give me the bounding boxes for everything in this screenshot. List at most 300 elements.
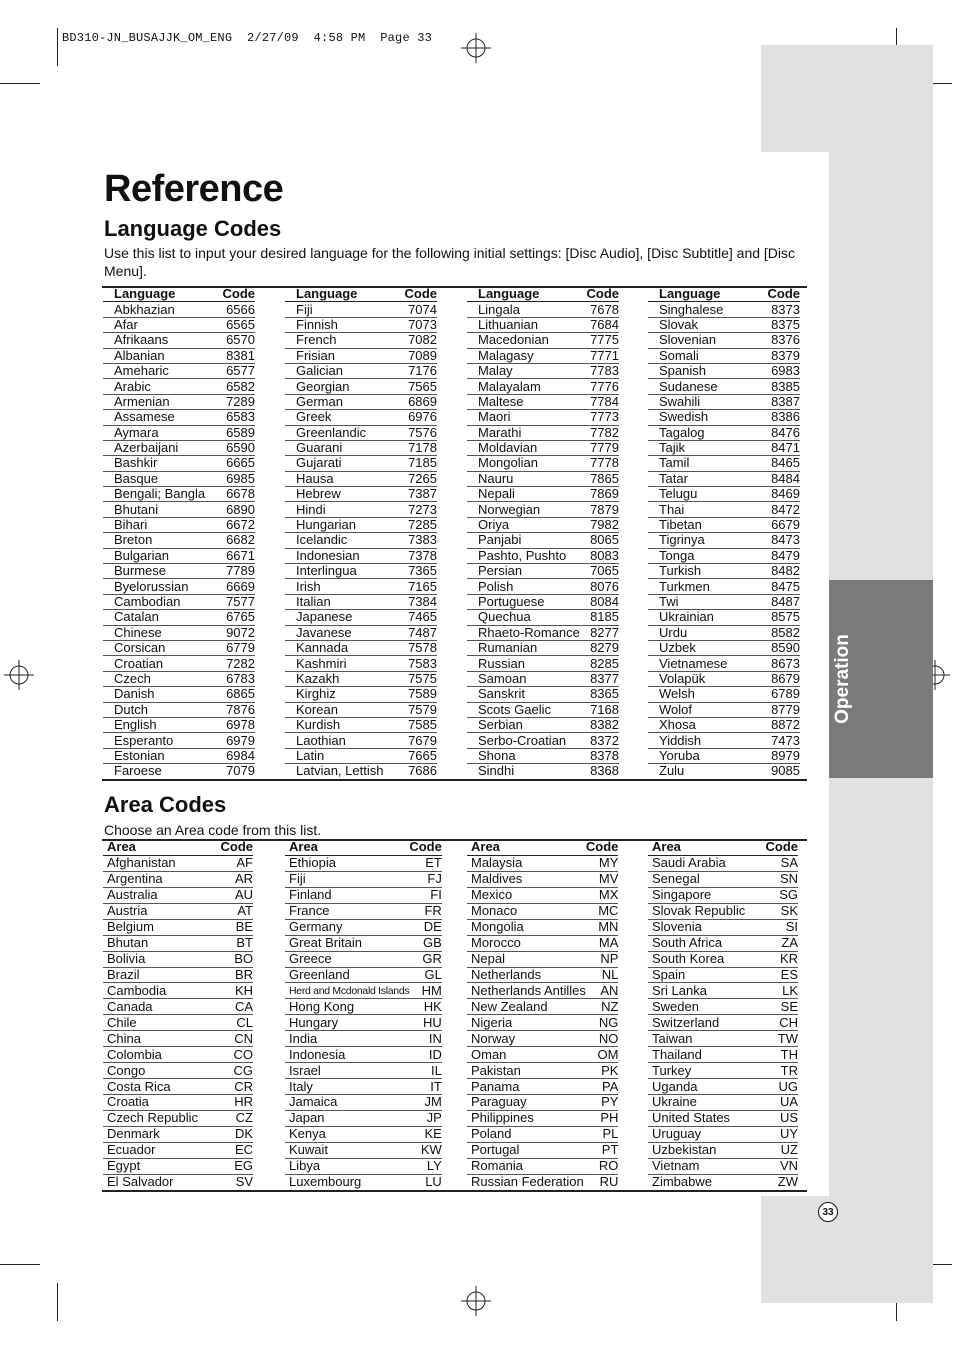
table-row	[103, 564, 255, 579]
language-code: 6583	[218, 410, 255, 425]
area-name: Vietnam	[648, 1158, 760, 1174]
language-name: Russian	[467, 656, 585, 671]
language-name: Bhutani	[103, 502, 218, 517]
language-name: Volapük	[648, 671, 756, 686]
column-header: Code	[399, 287, 437, 302]
language-code: 7778	[585, 456, 619, 471]
area-column	[103, 840, 253, 1191]
language-column	[467, 287, 619, 780]
table-row	[285, 348, 437, 363]
language-code: 7678	[585, 302, 619, 317]
language-name: Azerbaijani	[103, 440, 218, 455]
language-name: Gujarati	[285, 456, 399, 471]
language-name: Slovak	[648, 317, 756, 332]
table-row	[467, 935, 618, 951]
language-name: Finnish	[285, 317, 399, 332]
area-code: CL	[215, 1015, 253, 1031]
language-code: 7775	[585, 333, 619, 348]
area-name: Afghanistan	[103, 855, 215, 871]
language-code: 8379	[756, 348, 800, 363]
language-name: Spanish	[648, 363, 756, 378]
side-band	[761, 1196, 933, 1303]
table-row	[285, 717, 437, 732]
language-name: Chinese	[103, 625, 218, 640]
table-row	[285, 625, 437, 640]
table-row	[103, 456, 255, 471]
area-code: UZ	[760, 1142, 798, 1158]
language-code: 7176	[399, 363, 437, 378]
language-code: 7178	[399, 440, 437, 455]
language-name: Shona	[467, 748, 585, 763]
language-code: 8487	[756, 594, 800, 609]
area-code: NP	[586, 951, 619, 967]
language-name: Basque	[103, 471, 218, 486]
table-row	[285, 394, 437, 409]
language-code: 6582	[218, 379, 255, 394]
table-row	[103, 887, 253, 903]
table-row	[285, 1126, 442, 1142]
language-code: 7383	[399, 533, 437, 548]
table-row	[648, 363, 800, 378]
language-code: 7876	[218, 702, 255, 717]
language-name: Ameharic	[103, 363, 218, 378]
table-row	[648, 1031, 798, 1047]
area-code: MY	[586, 855, 619, 871]
table-row	[103, 394, 255, 409]
language-code: 7079	[218, 764, 255, 779]
language-code: 7589	[399, 687, 437, 702]
language-name: Laothian	[285, 733, 399, 748]
language-column	[648, 287, 800, 780]
table-row	[467, 610, 619, 625]
table-row	[467, 887, 618, 903]
table-row	[467, 702, 619, 717]
area-name: Sri Lanka	[648, 983, 760, 999]
area-name: Hong Kong	[285, 999, 409, 1015]
language-name: Vietnamese	[648, 656, 756, 671]
language-name: Greenlandic	[285, 425, 399, 440]
area-name: Israel	[285, 1063, 409, 1079]
table-row	[103, 1095, 253, 1111]
area-code: FI	[409, 887, 442, 903]
language-code: 6869	[399, 394, 437, 409]
table-row	[648, 717, 800, 732]
language-name: Sudanese	[648, 379, 756, 394]
table-row	[648, 687, 800, 702]
area-name: China	[103, 1031, 215, 1047]
table-row	[648, 919, 798, 935]
table-row	[285, 935, 442, 951]
area-code: NL	[586, 967, 619, 983]
area-name: Slovak Republic	[648, 903, 760, 919]
area-code: BR	[215, 967, 253, 983]
area-code: BE	[215, 919, 253, 935]
table-row	[285, 903, 442, 919]
language-name: Galician	[285, 363, 399, 378]
table-row	[648, 394, 800, 409]
area-code: EC	[215, 1142, 253, 1158]
area-code: UA	[760, 1095, 798, 1111]
table-row	[648, 1110, 798, 1126]
table-row	[285, 548, 437, 563]
area-name: Brazil	[103, 967, 215, 983]
language-code: 8378	[585, 748, 619, 763]
table-row	[103, 579, 255, 594]
area-name: United States	[648, 1110, 760, 1126]
column-header: Code	[756, 287, 800, 302]
language-code: 7773	[585, 410, 619, 425]
table-row	[467, 717, 619, 732]
area-code: MN	[586, 919, 619, 935]
table-row	[648, 456, 800, 471]
table-row	[103, 702, 255, 717]
area-name: Russian Federation	[467, 1174, 586, 1190]
table-row	[103, 471, 255, 486]
table-row	[467, 502, 619, 517]
area-code: KR	[760, 951, 798, 967]
table-row	[648, 935, 798, 951]
column-header: Area	[285, 840, 409, 855]
language-name: Armenian	[103, 394, 218, 409]
language-name: Latvian, Lettish	[285, 764, 399, 779]
area-code: IN	[409, 1031, 442, 1047]
table-row	[467, 1095, 618, 1111]
area-name: Maldives	[467, 871, 586, 887]
table-row	[103, 733, 255, 748]
table-row	[285, 471, 437, 486]
area-code: TR	[760, 1063, 798, 1079]
table-row	[285, 564, 437, 579]
table-row	[285, 533, 437, 548]
area-code: PA	[586, 1079, 619, 1095]
page-title: Reference	[104, 168, 284, 210]
table-row	[648, 733, 800, 748]
area-name: Zimbabwe	[648, 1174, 760, 1190]
language-code: 6783	[218, 671, 255, 686]
table-row	[103, 640, 255, 655]
area-name: France	[285, 903, 409, 919]
language-code: 8381	[218, 348, 255, 363]
column-header: Code	[215, 840, 253, 855]
area-code: JM	[409, 1095, 442, 1111]
table-row	[103, 1047, 253, 1063]
area-name: Fiji	[285, 871, 409, 887]
language-name: Esperanto	[103, 733, 218, 748]
table-row	[467, 855, 618, 871]
language-name: Afrikaans	[103, 333, 218, 348]
table-row	[648, 1079, 798, 1095]
table-row	[648, 533, 800, 548]
language-code: 8387	[756, 394, 800, 409]
table-row	[467, 733, 619, 748]
area-code: UY	[760, 1126, 798, 1142]
language-name: Turkmen	[648, 579, 756, 594]
language-name: Ukrainian	[648, 610, 756, 625]
table-row	[648, 1047, 798, 1063]
table-row	[103, 717, 255, 732]
language-code: 8590	[756, 640, 800, 655]
table-row	[648, 1095, 798, 1111]
area-name: Nigeria	[467, 1015, 586, 1031]
area-code: SK	[760, 903, 798, 919]
area-code: LU	[409, 1174, 442, 1190]
table-row	[648, 1015, 798, 1031]
table-row	[467, 1015, 618, 1031]
area-name: Hungary	[285, 1015, 409, 1031]
table-row	[285, 1174, 442, 1190]
table-row	[285, 502, 437, 517]
table-rule	[102, 779, 807, 781]
area-name: Uzbekistan	[648, 1142, 760, 1158]
table-row	[467, 871, 618, 887]
area-code: PT	[586, 1142, 619, 1158]
table-row	[285, 1047, 442, 1063]
area-code: CO	[215, 1047, 253, 1063]
table-row	[467, 456, 619, 471]
language-code: 8375	[756, 317, 800, 332]
area-code: KE	[409, 1126, 442, 1142]
area-code: LY	[409, 1158, 442, 1174]
language-name: Telugu	[648, 487, 756, 502]
table-row	[648, 333, 800, 348]
table-row	[103, 999, 253, 1015]
area-code: PK	[586, 1063, 619, 1079]
area-name: Libya	[285, 1158, 409, 1174]
table-row	[103, 517, 255, 532]
table-row	[467, 983, 618, 999]
table-row	[648, 348, 800, 363]
table-row	[103, 1031, 253, 1047]
area-name: Paraguay	[467, 1095, 586, 1111]
language-code: 8475	[756, 579, 800, 594]
table-row	[285, 579, 437, 594]
language-name: Malagasy	[467, 348, 585, 363]
language-code: 8476	[756, 425, 800, 440]
table-row	[648, 656, 800, 671]
area-name: Canada	[103, 999, 215, 1015]
area-name: Uruguay	[648, 1126, 760, 1142]
language-name: Frisian	[285, 348, 399, 363]
area-name: Greenland	[285, 967, 409, 983]
area-code: PL	[586, 1126, 619, 1142]
table-row	[648, 440, 800, 455]
language-name: Persian	[467, 564, 585, 579]
language-code: 8679	[756, 671, 800, 686]
table-row	[103, 610, 255, 625]
area-name: Argentina	[103, 871, 215, 887]
language-name: Welsh	[648, 687, 756, 702]
language-name: Twi	[648, 594, 756, 609]
language-code: 8582	[756, 625, 800, 640]
language-name: Hindi	[285, 502, 399, 517]
table-row	[285, 410, 437, 425]
table-row	[467, 579, 619, 594]
language-code: 7982	[585, 517, 619, 532]
language-name: Guarani	[285, 440, 399, 455]
language-name: Kannada	[285, 640, 399, 655]
language-code: 7282	[218, 656, 255, 671]
table-row	[467, 394, 619, 409]
area-code: SE	[760, 999, 798, 1015]
registration-mark-icon	[4, 660, 34, 690]
page-number: 33	[818, 1202, 838, 1222]
language-code: 8083	[585, 548, 619, 563]
table-row	[285, 702, 437, 717]
language-code: 6865	[218, 687, 255, 702]
area-code: TW	[760, 1031, 798, 1047]
table-row	[467, 625, 619, 640]
table-row	[467, 919, 618, 935]
language-name: Malayalam	[467, 379, 585, 394]
table-row	[103, 656, 255, 671]
language-name: Serbo-Croatian	[467, 733, 585, 748]
area-name: Morocco	[467, 935, 586, 951]
language-code: 6985	[218, 471, 255, 486]
table-row	[103, 967, 253, 983]
language-code: 8065	[585, 533, 619, 548]
language-code: 6679	[756, 517, 800, 532]
language-name: Bihari	[103, 517, 218, 532]
language-name: Rhaeto-Romance	[467, 625, 585, 640]
registration-mark-icon	[461, 33, 491, 63]
language-name: Samoan	[467, 671, 585, 686]
table-row	[467, 317, 619, 332]
area-column	[467, 840, 618, 1191]
language-name: Icelandic	[285, 533, 399, 548]
language-code: 7585	[399, 717, 437, 732]
table-row	[103, 764, 255, 779]
area-name: Chile	[103, 1015, 215, 1031]
table-row	[467, 903, 618, 919]
table-row	[103, 1110, 253, 1126]
language-code: 7684	[585, 317, 619, 332]
area-name: Uganda	[648, 1079, 760, 1095]
table-row	[285, 999, 442, 1015]
language-name: Kashmiri	[285, 656, 399, 671]
language-code: 7465	[399, 610, 437, 625]
area-code: PH	[586, 1110, 619, 1126]
table-row	[648, 951, 798, 967]
area-code: NO	[586, 1031, 619, 1047]
language-code: 6983	[756, 363, 800, 378]
language-code: 7583	[399, 656, 437, 671]
area-code: KH	[215, 983, 253, 999]
language-code: 7576	[399, 425, 437, 440]
table-row	[103, 317, 255, 332]
language-name: Serbian	[467, 717, 585, 732]
language-code: 7565	[399, 379, 437, 394]
table-row	[285, 733, 437, 748]
language-code: 7789	[218, 564, 255, 579]
table-row	[103, 1158, 253, 1174]
table-row	[285, 440, 437, 455]
area-name: Great Britain	[285, 935, 409, 951]
language-code: 8382	[585, 717, 619, 732]
table-row	[285, 487, 437, 502]
table-row	[103, 533, 255, 548]
table-row	[103, 687, 255, 702]
area-code: DE	[409, 919, 442, 935]
language-name: Polish	[467, 579, 585, 594]
language-code: 7089	[399, 348, 437, 363]
area-code: CR	[215, 1079, 253, 1095]
language-name: Oriya	[467, 517, 585, 532]
area-name: Pakistan	[467, 1063, 586, 1079]
language-name: Tagalog	[648, 425, 756, 440]
table-row	[648, 855, 798, 871]
table-row	[285, 887, 442, 903]
area-code: SV	[215, 1174, 253, 1190]
language-name: Portuguese	[467, 594, 585, 609]
language-name: Scots Gaelic	[467, 702, 585, 717]
table-row	[285, 871, 442, 887]
language-code: 7784	[585, 394, 619, 409]
area-name: Kuwait	[285, 1142, 409, 1158]
area-code: SA	[760, 855, 798, 871]
language-name: Swahili	[648, 394, 756, 409]
language-name: Yiddish	[648, 733, 756, 748]
table-row	[648, 702, 800, 717]
column-header: Language	[467, 287, 585, 302]
language-name: Swedish	[648, 410, 756, 425]
language-code: 6682	[218, 533, 255, 548]
language-code: 7065	[585, 564, 619, 579]
table-row	[467, 748, 619, 763]
language-name: Kirghiz	[285, 687, 399, 702]
table-row	[103, 671, 255, 686]
area-code: AR	[215, 871, 253, 887]
language-name: Abkhazian	[103, 302, 218, 317]
print-header: BD310-JN_BUSAJJK_OM_ENG 2/27/09 4:58 PM Page 33	[62, 31, 433, 45]
area-name: Turkey	[648, 1063, 760, 1079]
area-name: Ethiopia	[285, 855, 409, 871]
table-row	[285, 656, 437, 671]
language-code: 7285	[399, 517, 437, 532]
area-code: RO	[586, 1158, 619, 1174]
column-header: Code	[585, 839, 619, 855]
column-header: Language	[648, 287, 756, 302]
language-code: 7185	[399, 456, 437, 471]
table-rule	[102, 1190, 807, 1192]
table-row	[285, 640, 437, 655]
table-row	[648, 671, 800, 686]
table-row	[285, 983, 442, 999]
language-code: 6678	[218, 487, 255, 502]
language-code: 7265	[399, 471, 437, 486]
table-row	[648, 983, 798, 999]
area-name: Italy	[285, 1079, 409, 1095]
language-name: Wolof	[648, 702, 756, 717]
area-name: Congo	[103, 1063, 215, 1079]
language-code: 7865	[585, 471, 619, 486]
table-row	[648, 610, 800, 625]
table-row	[467, 967, 618, 983]
language-name: Bashkir	[103, 456, 218, 471]
table-row	[285, 748, 437, 763]
area-name: Philippines	[467, 1110, 586, 1126]
table-row	[467, 999, 618, 1015]
area-code: MX	[586, 887, 619, 903]
table-row	[103, 951, 253, 967]
language-name: Greek	[285, 410, 399, 425]
table-row	[648, 594, 800, 609]
area-code: RU	[586, 1174, 619, 1190]
language-name: Tonga	[648, 548, 756, 563]
area-code: AN	[586, 983, 619, 999]
language-code: 8185	[585, 610, 619, 625]
table-row	[467, 1079, 618, 1095]
language-code: 6590	[218, 440, 255, 455]
